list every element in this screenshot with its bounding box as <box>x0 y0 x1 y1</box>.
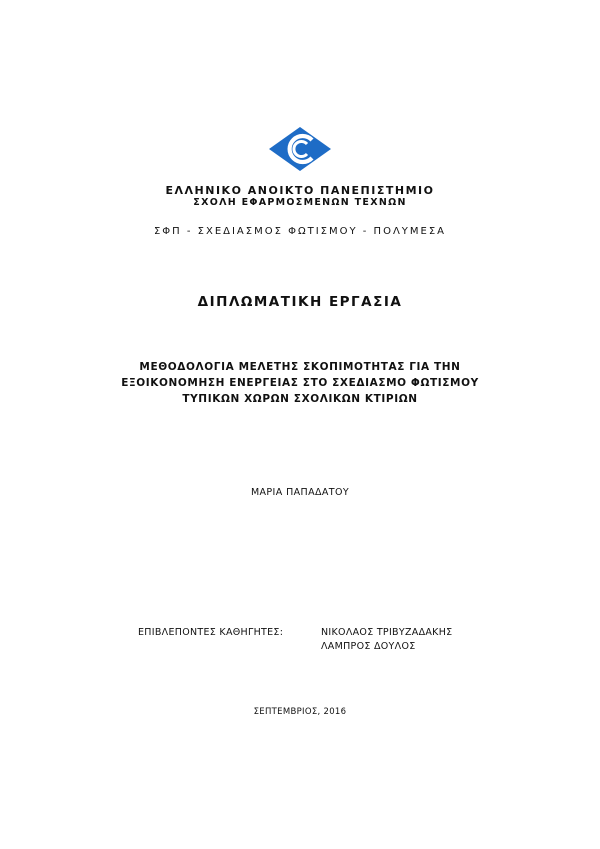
supervisor-name: ΝΙΚΟΛΑΟΣ ΤΡΙΒΥΖΑΔΑΚΗΣ <box>321 627 453 638</box>
school-name: ΣΧΟΛΗ ΕΦΑΡΜΟΣΜΕΝΩΝ ΤΕΧΝΩΝ <box>193 197 407 208</box>
author-name: ΜΑΡΙΑ ΠΑΠΑΔΑΤΟΥ <box>250 487 350 498</box>
university-name: ΕΛΛΗΝΙΚΟ ΑΝΟΙΚΤΟ ΠΑΝΕΠΙΣΤΗΜΙΟ <box>165 184 435 197</box>
submission-date: ΣΕΠΤΕΜΒΡΙΟΣ, 2016 <box>253 707 347 717</box>
supervisors-label: ΕΠΙΒΛΕΠΟΝΤΕΣ ΚΑΘΗΓΗΤΕΣ: <box>138 627 284 638</box>
thesis-title-line-3: ΤΥΠΙΚΩΝ ΧΩΡΩΝ ΣΧΟΛΙΚΩΝ ΚΤΙΡΙΩΝ <box>182 393 418 405</box>
program-name: ΣΦΠ - ΣΧΕΔΙΑΣΜΟΣ ΦΩΤΙΣΜΟΥ - ΠΟΛΥΜΕΣΑ <box>153 226 446 237</box>
thesis-title-line-1: ΜΕΘΟΔΟΛΟΓΙΑ ΜΕΛΕΤΗΣ ΣΚΟΠΙΜΟΤΗΤΑΣ ΓΙΑ ΤΗΝ <box>139 361 461 373</box>
university-logo-icon <box>268 126 332 172</box>
thesis-title-line-2: ΕΞΟΙΚΟΝΟΜΗΣΗ ΕΝΕΡΓΕΙΑΣ ΣΤΟ ΣΧΕΔΙΑΣΜΟ ΦΩΤΙΣΜΟΥ <box>121 377 479 389</box>
supervisor-name: ΛΑΜΠΡΟΣ ΔΟΥΛΟΣ <box>321 641 416 652</box>
document-type: ΔΙΠΛΩΜΑΤΙΚΗ ΕΡΓΑΣΙΑ <box>197 294 403 310</box>
